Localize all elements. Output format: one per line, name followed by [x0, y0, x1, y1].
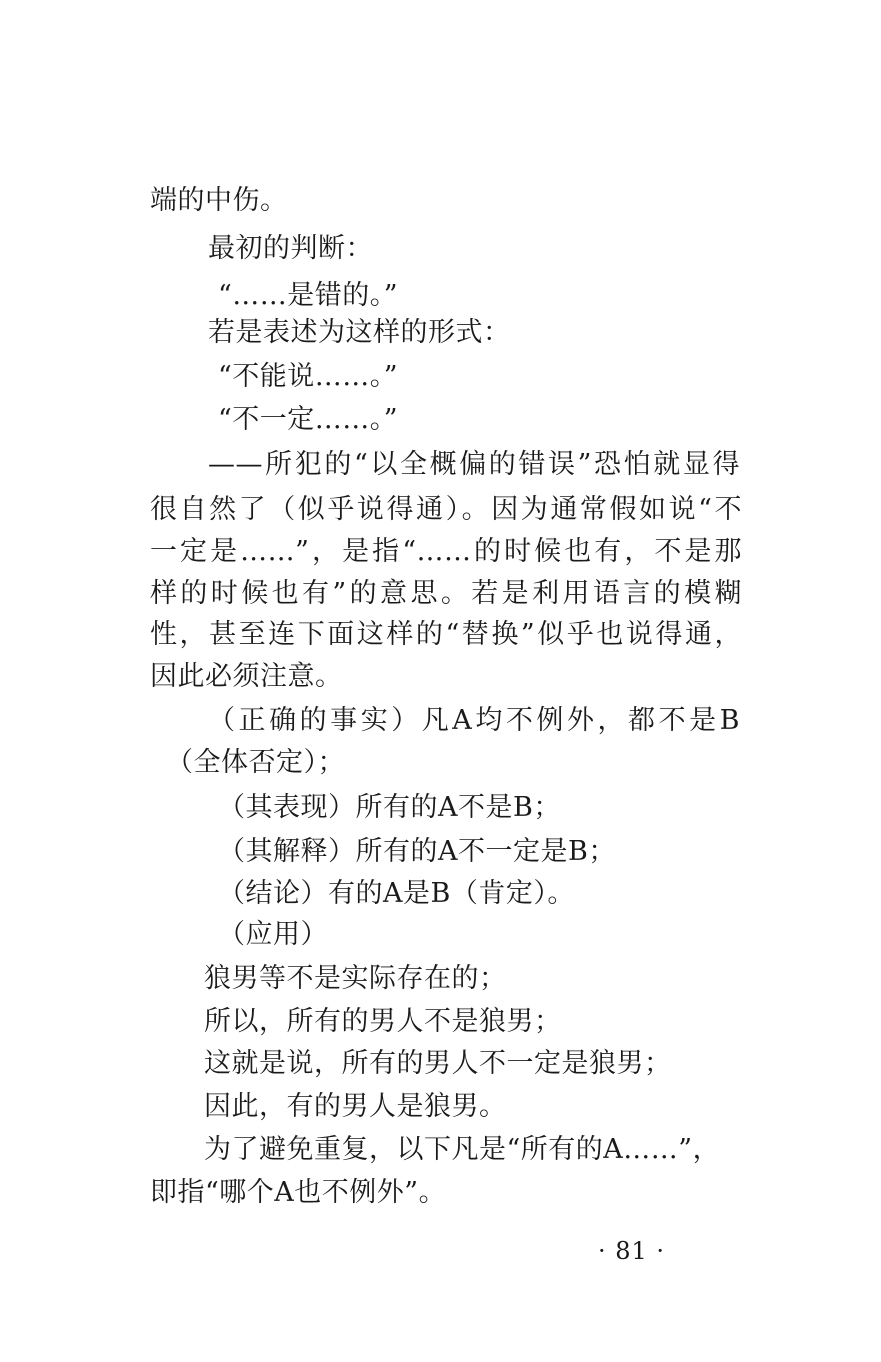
text-line-10: 样的时候也有”的意思。若是利用语言的模糊	[150, 578, 742, 609]
text-line-13: （正确的事实）凡A均不例外，都不是B	[208, 705, 740, 736]
page-number: · 81 ·	[598, 1237, 666, 1265]
text-line-3: “……是错的。”	[218, 280, 399, 311]
text-line-6: “不一定……。”	[218, 404, 399, 435]
text-line-18: （应用）	[218, 919, 328, 950]
text-line-11: 性，甚至连下面这样的“替换”似乎也说得通，	[150, 619, 742, 650]
text-line-12: 因此必须注意。	[150, 661, 343, 692]
text-line-7: ——所犯的“以全概偏的错误”恐怕就显得	[208, 449, 740, 480]
text-line-1: 端的中伤。	[150, 185, 288, 216]
text-line-9: 一定是……”，是指“……的时候也有，不是那	[150, 536, 742, 567]
text-line-2: 最初的判断：	[208, 233, 373, 264]
text-line-19: 狼男等不是实际存在的；	[204, 963, 507, 994]
text-line-20: 所以，所有的男人不是狼男；	[204, 1006, 562, 1037]
text-line-14: （全体否定）；	[166, 747, 345, 778]
text-line-22: 因此，有的男人是狼男。	[204, 1091, 507, 1122]
text-line-4: 若是表述为这样的形式：	[208, 317, 511, 348]
text-line-5: “不能说……。”	[218, 361, 399, 392]
text-line-23: 为了避免重复，以下凡是“所有的A……”，	[204, 1134, 721, 1165]
text-line-16: （其解释）所有的A不一定是B；	[218, 836, 616, 867]
text-line-24: 即指“哪个A也不例外”。	[150, 1177, 447, 1208]
text-line-8: 很自然了（似乎说得通）。因为通常假如说“不	[150, 494, 742, 525]
text-line-21: 这就是说，所有的男人不一定是狼男；	[204, 1048, 672, 1079]
text-line-17: （结论）有的A是B（肯定）。	[218, 878, 575, 909]
text-line-15: （其表现）所有的A不是B；	[218, 792, 561, 823]
